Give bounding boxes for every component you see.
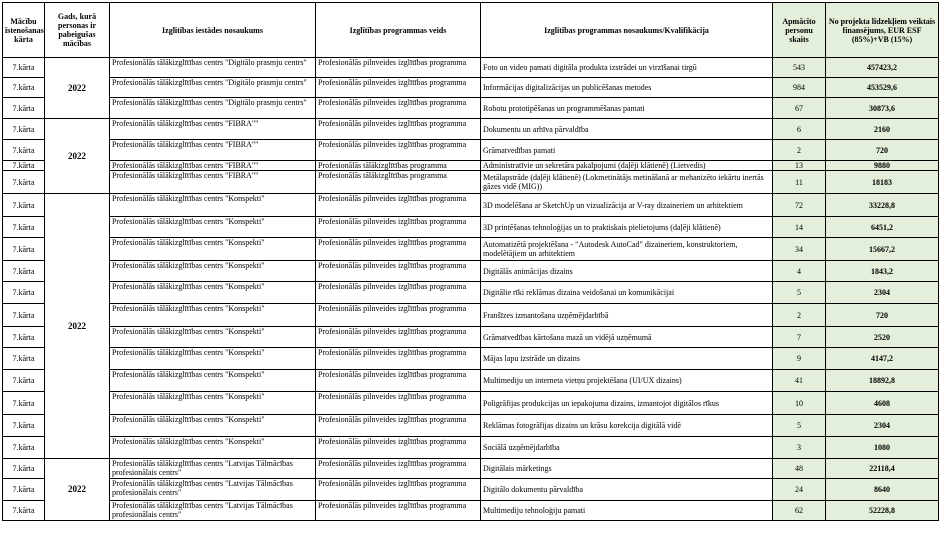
- card-cell: 7.kārta: [3, 348, 45, 370]
- funding-cell: 4608: [826, 392, 939, 415]
- year-cell: 2022: [45, 459, 110, 521]
- program-name-cell: Metālapstrāde (daļēji klātienē) (Lokmetinātājs metināšanā ar mehanizēto iekārtu inertās gāzes vidē (MIG)): [481, 171, 773, 194]
- table-row: [3, 58, 939, 78]
- program-type-cell: Profesionālās pilnveides izglītības programma: [316, 119, 481, 140]
- year-cell: 2022: [45, 58, 110, 119]
- program-name-cell: Administratīvie un sekretāra pakalpojumi (daļēji klātienē) (Lietvedis): [481, 161, 773, 171]
- institution-cell: Profesionālās tālākizglītības centrs "Konspekti": [110, 437, 316, 459]
- funding-cell: 52228,8: [826, 501, 939, 521]
- funding-cell: 33228,8: [826, 194, 939, 217]
- program-name-cell: Poligrāfijas produkcijas un iepakojuma dizains, izmantojot digitālos rīkus: [481, 392, 773, 415]
- funding-cell: 18183: [826, 171, 939, 194]
- program-type-cell: Profesionālās pilnveides izglītības programma: [316, 194, 481, 217]
- program-type-cell: Profesionālās pilnveides izglītības programma: [316, 437, 481, 459]
- table-row: [3, 501, 939, 521]
- institution-cell: Profesionālās tālākizglītības centrs "Konspekti": [110, 261, 316, 282]
- people-cell: 62: [773, 501, 826, 521]
- program-name-cell: Grāmatvedības pamati: [481, 140, 773, 161]
- table-row: [3, 348, 939, 370]
- people-cell: 14: [773, 217, 826, 238]
- institution-cell: Profesionālās tālākizglītības centrs "Latvijas Tālmācības profesionālais centrs": [110, 459, 316, 479]
- people-cell: 5: [773, 282, 826, 304]
- institution-cell: Profesionālās tālākizglītības centrs "Konspekti": [110, 238, 316, 261]
- program-type-cell: Profesionālās pilnveides izglītības programma: [316, 479, 481, 501]
- funding-cell: 2160: [826, 119, 939, 140]
- institution-cell: Profesionālās tālākizglītības centrs "Konspekti": [110, 327, 316, 348]
- table-row: [3, 98, 939, 119]
- header-card: Mācību īstenošanas kārta: [3, 3, 45, 58]
- people-cell: 11: [773, 171, 826, 194]
- table-row: [3, 479, 939, 501]
- people-cell: 7: [773, 327, 826, 348]
- people-cell: 9: [773, 348, 826, 370]
- card-cell: 7.kārta: [3, 304, 45, 327]
- funding-cell: 1843,2: [826, 261, 939, 282]
- funding-cell: 2304: [826, 415, 939, 437]
- header-institution: Izglītības iestādes nosaukums: [110, 3, 316, 58]
- program-name-cell: Digitālās animācijas dizains: [481, 261, 773, 282]
- card-cell: 7.kārta: [3, 78, 45, 98]
- funding-cell: 453529,6: [826, 78, 939, 98]
- people-cell: 2: [773, 140, 826, 161]
- people-cell: 5: [773, 415, 826, 437]
- table-row: [3, 282, 939, 304]
- institution-cell: Profesionālās tālākizglītības centrs "Digitālo prasmju centrs": [110, 98, 316, 119]
- table-row: [3, 238, 939, 261]
- institution-cell: Profesionālās tālākizglītības centrs "Latvijas Tālmācības profesionālais centrs": [110, 479, 316, 501]
- card-cell: 7.kārta: [3, 161, 45, 171]
- funding-cell: 15667,2: [826, 238, 939, 261]
- card-cell: 7.kārta: [3, 58, 45, 78]
- people-cell: 34: [773, 238, 826, 261]
- card-cell: 7.kārta: [3, 459, 45, 479]
- card-cell: 7.kārta: [3, 261, 45, 282]
- program-type-cell: Profesionālās pilnveides izglītības programma: [316, 217, 481, 238]
- header-program-name: Izglītības programmas nosaukums/Kvalifikācija: [481, 3, 773, 58]
- institution-cell: Profesionālās tālākizglītības centrs "FIBRA"": [110, 140, 316, 161]
- institution-cell: Profesionālās tālākizglītības centrs "Konspekti": [110, 217, 316, 238]
- funding-cell: 720: [826, 304, 939, 327]
- card-cell: 7.kārta: [3, 194, 45, 217]
- card-cell: 7.kārta: [3, 437, 45, 459]
- institution-cell: Profesionālās tālākizglītības centrs "Konspekti": [110, 415, 316, 437]
- table-row: [3, 161, 939, 171]
- funding-cell: 1080: [826, 437, 939, 459]
- people-cell: 543: [773, 58, 826, 78]
- program-type-cell: Profesionālās pilnveides izglītības programma: [316, 304, 481, 327]
- table-row: [3, 459, 939, 479]
- card-cell: 7.kārta: [3, 479, 45, 501]
- funding-cell: 22118,4: [826, 459, 939, 479]
- header-people: Apmācīto personu skaits: [773, 3, 826, 58]
- program-name-cell: Digitālo dokumentu pārvaldība: [481, 479, 773, 501]
- card-cell: 7.kārta: [3, 282, 45, 304]
- program-name-cell: Reklāmas fotogrāfijas dizains un krāsu korekcija digitālā vidē: [481, 415, 773, 437]
- funding-cell: 8640: [826, 479, 939, 501]
- funding-cell: 30873,6: [826, 98, 939, 119]
- people-cell: 4: [773, 261, 826, 282]
- funding-cell: 18892,8: [826, 370, 939, 392]
- institution-cell: Profesionālās tālākizglītības centrs "Konspekti": [110, 282, 316, 304]
- institution-cell: Profesionālās tālākizglītības centrs "FIBRA"": [110, 171, 316, 194]
- card-cell: 7.kārta: [3, 140, 45, 161]
- program-name-cell: Multimediju tehnoloģiju pamati: [481, 501, 773, 521]
- people-cell: 6: [773, 119, 826, 140]
- institution-cell: Profesionālās tālākizglītības centrs "Konspekti": [110, 194, 316, 217]
- institution-cell: Profesionālās tālākizglītības centrs "FIBRA"": [110, 161, 316, 171]
- program-type-cell: Profesionālās pilnveides izglītības programma: [316, 140, 481, 161]
- table-row: [3, 119, 939, 140]
- people-cell: 48: [773, 459, 826, 479]
- table-body: [3, 58, 939, 521]
- people-cell: 67: [773, 98, 826, 119]
- program-type-cell: Profesionālās pilnveides izglītības programma: [316, 238, 481, 261]
- card-cell: 7.kārta: [3, 119, 45, 140]
- card-cell: 7.kārta: [3, 171, 45, 194]
- header-program-type: Izglītības programmas veids: [316, 3, 481, 58]
- program-name-cell: Foto un video pamati digitāla produkta izstrādei un virzīšanai tirgū: [481, 58, 773, 78]
- program-type-cell: Profesionālās tālākizglītības programma: [316, 161, 481, 171]
- institution-cell: Profesionālās tālākizglītības centrs "FIBRA"": [110, 119, 316, 140]
- training-table: [2, 2, 939, 521]
- program-type-cell: Profesionālās pilnveides izglītības programma: [316, 98, 481, 119]
- institution-cell: Profesionālās tālākizglītības centrs "Konspekti": [110, 370, 316, 392]
- program-name-cell: Automatizētā projektēšana - "Autodesk AutoCad" dizaineriem, konstruktoriem, modelētājiem un arhitektiem: [481, 238, 773, 261]
- funding-cell: 2520: [826, 327, 939, 348]
- table-row: [3, 217, 939, 238]
- program-type-cell: Profesionālās pilnveides izglītības programma: [316, 392, 481, 415]
- program-name-cell: Grāmatvedības kārtošana mazā un vidējā uzņēmumā: [481, 327, 773, 348]
- card-cell: 7.kārta: [3, 217, 45, 238]
- program-name-cell: Informācijas digitalizācijas un publicēšanas metodes: [481, 78, 773, 98]
- people-cell: 72: [773, 194, 826, 217]
- people-cell: 984: [773, 78, 826, 98]
- program-type-cell: Profesionālās pilnveides izglītības programma: [316, 370, 481, 392]
- people-cell: 41: [773, 370, 826, 392]
- table-row: [3, 194, 939, 217]
- program-type-cell: Profesionālās pilnveides izglītības programma: [316, 348, 481, 370]
- table-row: [3, 171, 939, 194]
- card-cell: 7.kārta: [3, 327, 45, 348]
- funding-cell: 720: [826, 140, 939, 161]
- program-name-cell: 3D modelēšana ar SketchUp un vizualizācija ar V-ray dizaineriem un arhitektiem: [481, 194, 773, 217]
- year-cell: 2022: [45, 119, 110, 194]
- funding-cell: 2304: [826, 282, 939, 304]
- program-type-cell: Profesionālās pilnveides izglītības programma: [316, 415, 481, 437]
- card-cell: 7.kārta: [3, 238, 45, 261]
- table-row: [3, 392, 939, 415]
- table-row: [3, 370, 939, 392]
- institution-cell: Profesionālās tālākizglītības centrs "Konspekti": [110, 304, 316, 327]
- funding-cell: 4147,2: [826, 348, 939, 370]
- program-name-cell: Mājas lapu izstrāde un dizains: [481, 348, 773, 370]
- table-row: [3, 437, 939, 459]
- program-name-cell: Franšīzes izmantošana uzņēmējdarbībā: [481, 304, 773, 327]
- program-name-cell: 3D printēšanas tehnoloģijas un to praktiskais pielietojums (daļēji klātienē): [481, 217, 773, 238]
- program-type-cell: Profesionālās pilnveides izglītības programma: [316, 501, 481, 521]
- program-type-cell: Profesionālās tālākizglītības programma: [316, 171, 481, 194]
- people-cell: 13: [773, 161, 826, 171]
- program-type-cell: Profesionālās pilnveides izglītības programma: [316, 58, 481, 78]
- card-cell: 7.kārta: [3, 501, 45, 521]
- institution-cell: Profesionālās tālākizglītības centrs "Digitālo prasmju centrs": [110, 78, 316, 98]
- table-row: [3, 140, 939, 161]
- table-row: [3, 304, 939, 327]
- program-type-cell: Profesionālās pilnveides izglītības programma: [316, 282, 481, 304]
- funding-cell: 9880: [826, 161, 939, 171]
- program-name-cell: Dokumentu un arhīva pārvaldība: [481, 119, 773, 140]
- table-row: [3, 415, 939, 437]
- card-cell: 7.kārta: [3, 392, 45, 415]
- header-year: Gads, kurā personas ir pabeigušas mācības: [45, 3, 110, 58]
- program-name-cell: Robotu prototipēšanas un programmēšanas pamati: [481, 98, 773, 119]
- table-row: [3, 327, 939, 348]
- funding-cell: 6451,2: [826, 217, 939, 238]
- program-type-cell: Profesionālās pilnveides izglītības programma: [316, 78, 481, 98]
- table-row: [3, 261, 939, 282]
- year-cell: 2022: [45, 194, 110, 459]
- institution-cell: Profesionālās tālākizglītības centrs "Latvijas Tālmācības profesionālais centrs": [110, 501, 316, 521]
- card-cell: 7.kārta: [3, 370, 45, 392]
- people-cell: 10: [773, 392, 826, 415]
- program-name-cell: Digitālie rīki reklāmas dizaina veidošanai un komunikācijai: [481, 282, 773, 304]
- people-cell: 24: [773, 479, 826, 501]
- header-row: [3, 3, 939, 58]
- people-cell: 3: [773, 437, 826, 459]
- table-row: [3, 78, 939, 98]
- institution-cell: Profesionālās tālākizglītības centrs "Konspekti": [110, 348, 316, 370]
- program-name-cell: Sociālā uzņēmējdarbība: [481, 437, 773, 459]
- program-type-cell: Profesionālās pilnveides izglītības programma: [316, 459, 481, 479]
- program-name-cell: Digitālais mārketings: [481, 459, 773, 479]
- people-cell: 2: [773, 304, 826, 327]
- program-type-cell: Profesionālās pilnveides izglītības programma: [316, 327, 481, 348]
- card-cell: 7.kārta: [3, 415, 45, 437]
- card-cell: 7.kārta: [3, 98, 45, 119]
- header-funding: No projekta līdzekļiem veiktais finansējums, EUR ESF (85%)+VB (15%): [826, 3, 939, 58]
- program-name-cell: Multimediju un interneta vietņu projektēšana (UI/UX dizains): [481, 370, 773, 392]
- institution-cell: Profesionālās tālākizglītības centrs "Digitālo prasmju centrs": [110, 58, 316, 78]
- institution-cell: Profesionālās tālākizglītības centrs "Konspekti": [110, 392, 316, 415]
- funding-cell: 457423,2: [826, 58, 939, 78]
- program-type-cell: Profesionālās pilnveides izglītības programma: [316, 261, 481, 282]
